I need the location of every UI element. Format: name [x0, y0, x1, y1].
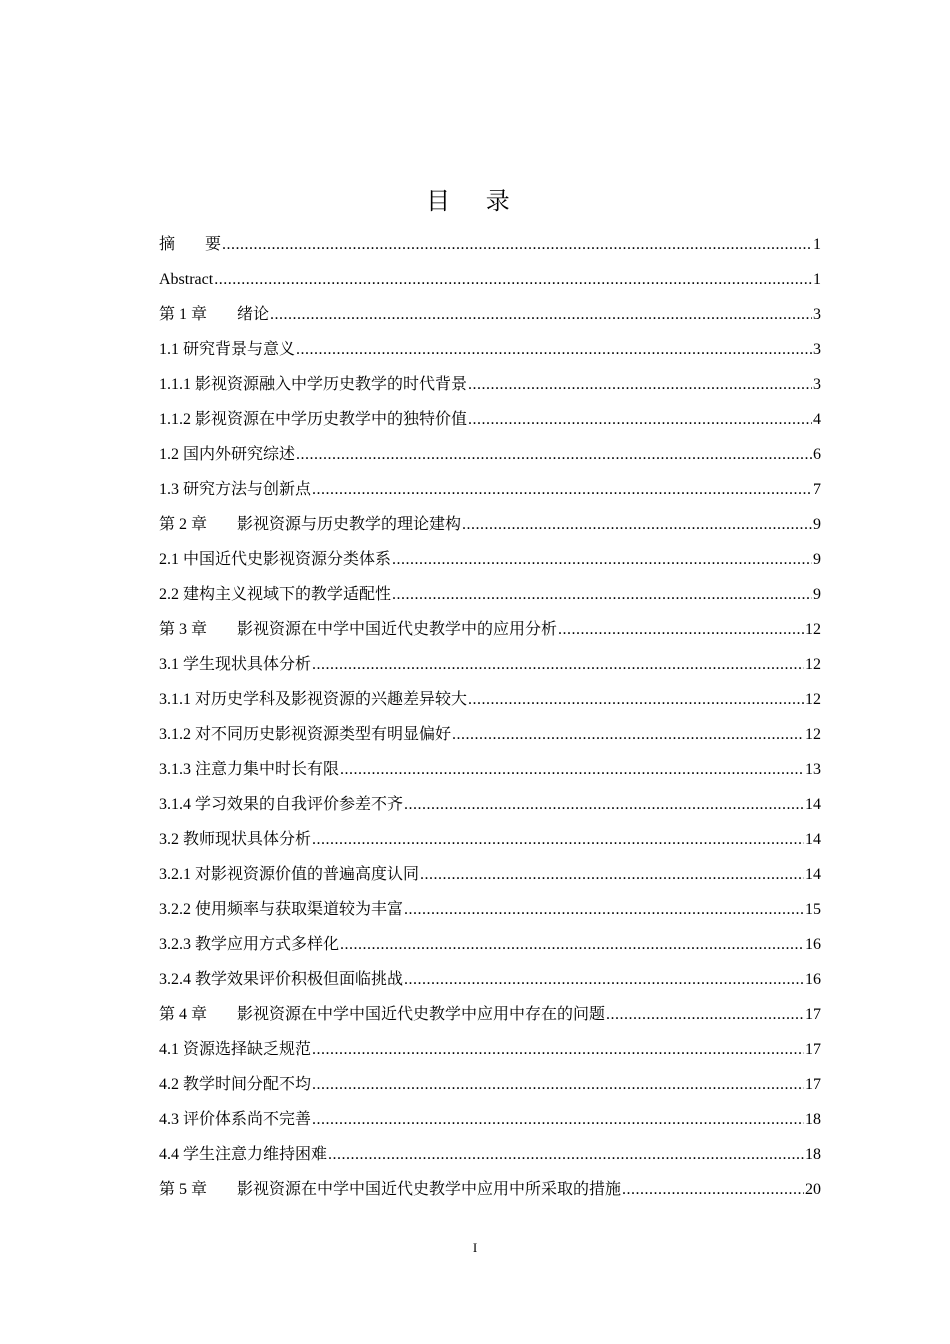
toc-entry[interactable]	[159, 332, 821, 367]
toc-entry-page: 4	[813, 411, 821, 428]
toc-entry-label	[159, 822, 311, 857]
toc-entry[interactable]	[159, 1032, 821, 1067]
toc-entry-text: 3.2.2 使用频率与获取渠道较为丰富	[159, 901, 404, 918]
toc-dot-leader	[222, 227, 812, 262]
toc-entry-text: 3.2.3 教学应用方式多样化	[159, 936, 340, 953]
toc-entry-text: 1.2 国内外研究综述	[159, 446, 296, 463]
toc-entry-page: 9	[813, 516, 821, 533]
toc-dot-leader	[468, 682, 804, 717]
toc-entry[interactable]	[159, 927, 821, 962]
toc-entry-page: 9	[813, 551, 821, 568]
toc-entry-page: 12	[805, 656, 821, 673]
toc-entry-page: 9	[813, 586, 821, 603]
toc-dot-leader	[340, 752, 804, 787]
toc-entry-page: 14	[805, 866, 821, 883]
toc-dot-leader	[468, 402, 812, 437]
toc-entry[interactable]	[159, 647, 821, 682]
toc-entry-text: 绪论	[237, 306, 270, 323]
toc-entry[interactable]	[159, 227, 821, 262]
toc-entry-label	[159, 927, 339, 962]
toc-entry[interactable]	[159, 857, 821, 892]
toc-entry-label	[159, 367, 467, 402]
toc-dot-leader	[340, 927, 804, 962]
toc-entry[interactable]	[159, 437, 821, 472]
toc-dot-leader	[312, 472, 812, 507]
toc-dot-leader	[404, 892, 804, 927]
toc-entry-label	[159, 472, 311, 507]
toc-entry[interactable]	[159, 822, 821, 857]
table-of-contents	[159, 227, 821, 1207]
toc-entry-page: 17	[805, 1006, 821, 1023]
toc-entry-text: 影视资源在中学中国近代史教学中的应用分析	[237, 621, 558, 638]
toc-entry-label	[159, 437, 295, 472]
toc-entry-page: 3	[813, 376, 821, 393]
toc-entry-text: 2.2 建构主义视域下的教学适配性	[159, 586, 392, 603]
toc-entry[interactable]	[159, 367, 821, 402]
toc-entry-label	[159, 1102, 311, 1137]
toc-entry[interactable]	[159, 297, 821, 332]
toc-dot-leader	[296, 332, 812, 367]
toc-entry-page: 18	[805, 1146, 821, 1163]
page-title: 目 录	[426, 187, 524, 216]
toc-entry[interactable]	[159, 542, 821, 577]
toc-entry-label	[159, 787, 403, 822]
toc-entry-label	[159, 227, 221, 262]
toc-entry[interactable]	[159, 1067, 821, 1102]
toc-dot-leader	[312, 822, 804, 857]
toc-entry-text: 1.3 研究方法与创新点	[159, 481, 312, 498]
toc-entry-label	[159, 262, 213, 297]
toc-entry[interactable]	[159, 997, 821, 1032]
toc-entry-number: 第 1 章	[159, 306, 208, 323]
toc-entry-text: 1.1 研究背景与意义	[159, 341, 296, 358]
toc-entry-page: 12	[805, 726, 821, 743]
toc-dot-leader	[468, 367, 812, 402]
toc-entry-page: 16	[805, 971, 821, 988]
toc-entry-text: 3.2 教师现状具体分析	[159, 831, 312, 848]
toc-entry[interactable]	[159, 472, 821, 507]
toc-entry-label	[159, 717, 451, 752]
toc-entry-label	[159, 1032, 311, 1067]
toc-entry[interactable]	[159, 402, 821, 437]
toc-entry[interactable]	[159, 1137, 821, 1172]
toc-entry-page: 7	[813, 481, 821, 498]
toc-entry-page: 14	[805, 831, 821, 848]
toc-entry-page: 17	[805, 1041, 821, 1058]
toc-dot-leader	[312, 1032, 804, 1067]
toc-dot-leader	[312, 647, 804, 682]
toc-entry-label	[159, 892, 403, 927]
toc-entry-label	[159, 577, 391, 612]
toc-entry-label	[159, 1137, 327, 1172]
toc-entry-page: 14	[805, 796, 821, 813]
toc-dot-leader	[404, 787, 804, 822]
toc-entry[interactable]	[159, 612, 821, 647]
toc-entry-label	[159, 997, 605, 1032]
toc-entry[interactable]	[159, 1102, 821, 1137]
page-number: I	[472, 1240, 478, 1255]
toc-entry-text: 4.4 学生注意力维持困难	[159, 1146, 328, 1163]
toc-entry-number: 第 3 章	[159, 621, 208, 638]
toc-entry-label	[159, 752, 339, 787]
toc-dot-leader	[558, 612, 804, 647]
toc-entry[interactable]	[159, 787, 821, 822]
toc-entry-label	[159, 507, 461, 542]
toc-entry-number: 第 5 章	[159, 1181, 208, 1198]
toc-entry-page: 18	[805, 1111, 821, 1128]
toc-entry[interactable]	[159, 717, 821, 752]
toc-dot-leader	[214, 262, 812, 297]
toc-entry-page: 20	[805, 1181, 821, 1198]
toc-dot-leader	[606, 997, 804, 1032]
toc-entry-number: 摘	[159, 236, 176, 253]
toc-entry-page: 13	[805, 761, 821, 778]
toc-entry-label	[159, 962, 403, 997]
toc-entry-text: 影视资源在中学中国近代史教学中应用中存在的问题	[237, 1006, 606, 1023]
toc-entry-label	[159, 332, 295, 367]
toc-entry-text: 2.1 中国近代史影视资源分类体系	[159, 551, 392, 568]
toc-entry-page: 6	[813, 446, 821, 463]
toc-entry-text: 要	[205, 236, 222, 253]
toc-entry-text: 1.1.2 影视资源在中学历史教学中的独特价值	[159, 411, 468, 428]
toc-entry-page: 17	[805, 1076, 821, 1093]
toc-entry-text: 影视资源与历史教学的理论建构	[237, 516, 462, 533]
toc-dot-leader	[312, 1102, 804, 1137]
toc-entry-page: 15	[805, 901, 821, 918]
toc-entry-page: 16	[805, 936, 821, 953]
toc-entry-text: Abstract	[159, 271, 214, 288]
toc-entry-number: 第 4 章	[159, 1006, 208, 1023]
toc-entry-label	[159, 402, 467, 437]
toc-dot-leader	[420, 857, 804, 892]
toc-entry[interactable]	[159, 577, 821, 612]
toc-entry-text: 3.2.4 教学效果评价积极但面临挑战	[159, 971, 404, 988]
toc-entry[interactable]	[159, 962, 821, 997]
toc-entry[interactable]	[159, 892, 821, 927]
toc-entry[interactable]	[159, 752, 821, 787]
toc-dot-leader	[312, 1067, 804, 1102]
toc-entry-text: 4.3 评价体系尚不完善	[159, 1111, 312, 1128]
toc-entry-label	[159, 297, 269, 332]
toc-dot-leader	[270, 297, 812, 332]
toc-entry[interactable]	[159, 1172, 821, 1207]
toc-entry[interactable]	[159, 262, 821, 297]
toc-entry-text: 3.1.4 学习效果的自我评价参差不齐	[159, 796, 404, 813]
toc-entry[interactable]	[159, 507, 821, 542]
toc-entry-text: 3.1.2 对不同历史影视资源类型有明显偏好	[159, 726, 452, 743]
toc-dot-leader	[404, 962, 804, 997]
toc-entry-page: 12	[805, 621, 821, 638]
toc-entry-label	[159, 647, 311, 682]
toc-dot-leader	[328, 1137, 804, 1172]
toc-entry-text: 4.2 教学时间分配不均	[159, 1076, 312, 1093]
toc-dot-leader	[392, 542, 812, 577]
toc-entry-page: 3	[813, 306, 821, 323]
toc-entry-text: 3.2.1 对影视资源价值的普遍高度认同	[159, 866, 420, 883]
toc-entry-page: 1	[813, 236, 821, 253]
toc-entry-text: 4.1 资源选择缺乏规范	[159, 1041, 312, 1058]
toc-entry-text: 影视资源在中学中国近代史教学中应用中所采取的措施	[237, 1181, 622, 1198]
toc-dot-leader	[622, 1172, 804, 1207]
toc-dot-leader	[452, 717, 804, 752]
toc-entry-label	[159, 1172, 621, 1207]
toc-entry-text: 3.1.1 对历史学科及影视资源的兴趣差异较大	[159, 691, 468, 708]
toc-entry-page: 3	[813, 341, 821, 358]
toc-entry-text: 3.1 学生现状具体分析	[159, 656, 312, 673]
toc-entry-text: 3.1.3 注意力集中时长有限	[159, 761, 340, 778]
toc-entry-page: 12	[805, 691, 821, 708]
toc-entry-label	[159, 542, 391, 577]
toc-entry-label	[159, 1067, 311, 1102]
toc-dot-leader	[462, 507, 812, 542]
toc-dot-leader	[392, 577, 812, 612]
toc-entry-label	[159, 857, 419, 892]
toc-dot-leader	[296, 437, 812, 472]
toc-entry-label	[159, 682, 467, 717]
toc-entry-page: 1	[813, 271, 821, 288]
toc-entry-number: 第 2 章	[159, 516, 208, 533]
toc-entry-text: 1.1.1 影视资源融入中学历史教学的时代背景	[159, 376, 468, 393]
toc-entry-label	[159, 612, 557, 647]
toc-entry[interactable]	[159, 682, 821, 717]
